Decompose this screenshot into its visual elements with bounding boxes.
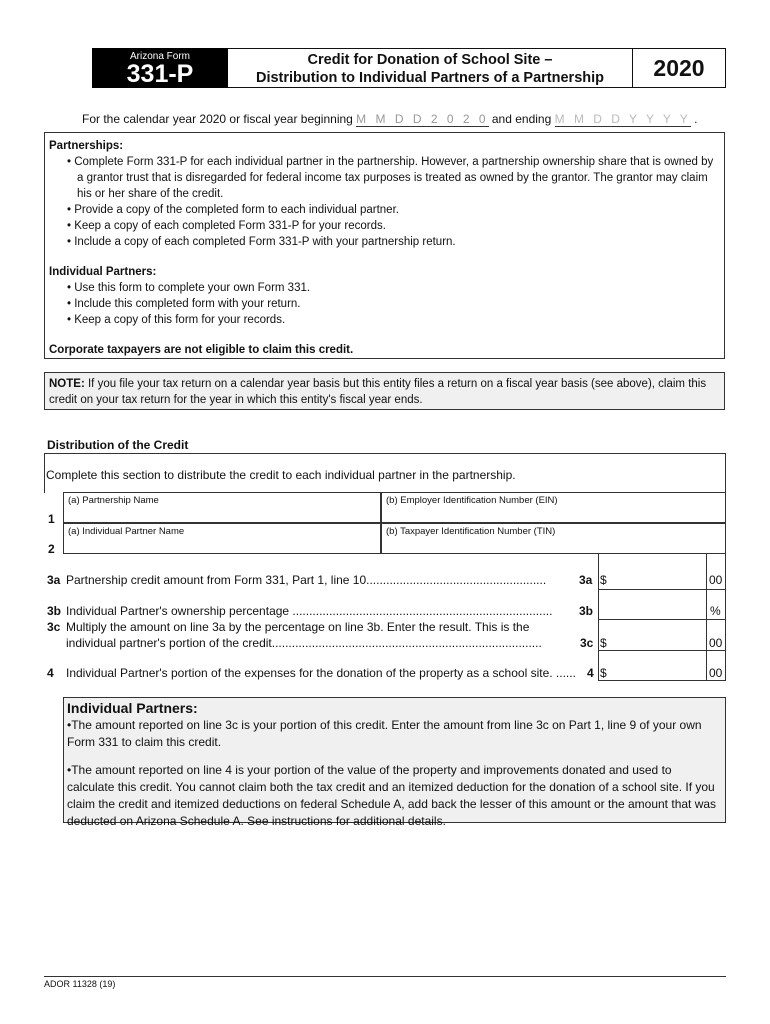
individual-item: • Keep a copy of this form for your records.: [67, 314, 286, 326]
line-3b-number: 3b: [47, 604, 62, 618]
line-3b-label: Individual Partner's ownership percentage ..............................................................................: [66, 604, 553, 618]
dollar-sign: $: [600, 636, 607, 650]
partnerships-heading: Partnerships:: [49, 140, 124, 152]
note-panel: [44, 372, 725, 410]
corporate-note: Corporate taxpayers are not eligible to claim this credit.: [49, 344, 354, 356]
dollar-sign: $: [600, 666, 607, 680]
line-3a-ref: 3a: [579, 573, 593, 587]
individual-box-paragraph: •The amount reported on line 4 is your portion of the value of the property and improvements donated and used to calculate this credit. You cannot claim both the tax credit and an itemized deduction for the donation of a school site. If you claim the credit and itemized deductions on federal Schedule A, add back the lesser of this amount or the amount that was deducted on Arizona Schedule A. See instructions for additional details.: [67, 763, 717, 828]
line-3c-amount-field[interactable]: [612, 621, 702, 649]
line-4-label: Individual Partner's portion of the expenses for the donation of the property as a school site. ......: [66, 666, 576, 680]
note-label: NOTE:: [49, 378, 85, 390]
individual-partners-box: [63, 697, 726, 828]
amount-column-border: [725, 554, 726, 680]
line-4-number: 4: [47, 666, 54, 680]
cents-column-border: [706, 554, 707, 680]
amount-divider: [598, 589, 726, 590]
dollar-sign: $: [600, 573, 607, 587]
distribution-border: [44, 453, 45, 493]
fiscal-year-suffix: .: [694, 112, 698, 126]
amount-divider: [598, 650, 726, 651]
row-number: 1: [48, 512, 55, 526]
partner-name-field[interactable]: (a) Individual Partner Name: [63, 523, 381, 554]
line-3b-ref: 3b: [579, 604, 594, 618]
footer-rule: [44, 976, 726, 977]
note-text: If you file your tax return on a calendar year basis but this entity files a return on a fiscal year basis (see above), claim this credit on your tax return for the year in which this entity's fiscal year ends.: [49, 378, 707, 406]
amount-divider: [598, 680, 726, 681]
title-line-2: Distribution to Individual Partners of a Partnership: [255, 70, 605, 86]
cents-label: 00: [709, 636, 723, 650]
individual-heading: Individual Partners:: [49, 266, 157, 278]
line-4-ref: 4: [587, 666, 594, 680]
row-number: 2: [48, 542, 55, 556]
individual-box-paragraph: •The amount reported on line 3c is your portion of this credit. Enter the amount from line 3c on Part 1, line 9 of your own Form 331 to claim this credit.: [67, 718, 702, 749]
distribution-divider: [44, 453, 726, 454]
instructions-panel: [44, 132, 725, 359]
line-3a-number: 3a: [47, 573, 61, 587]
form-title: [228, 48, 632, 88]
individual-box-heading: Individual Partners:: [67, 700, 198, 716]
form-label: Arizona Form: [129, 51, 190, 62]
distribution-intro: Complete this section to distribute the credit to each individual partner in the partnership.: [46, 468, 516, 482]
partnerships-item: • Provide a copy of the completed form to each individual partner.: [67, 204, 399, 216]
line-3c-ref: 3c: [580, 636, 594, 650]
cents-label: 00: [709, 666, 723, 680]
amount-column-border: [598, 554, 599, 680]
partnership-name-field[interactable]: (a) Partnership Name: [63, 492, 381, 523]
fiscal-year-line: [82, 112, 697, 127]
line-3b-percentage-field[interactable]: [602, 591, 702, 618]
distribution-heading: Distribution of the Credit: [47, 438, 189, 452]
line-3a-label: Partnership credit amount from Form 331, Part 1, line 10......................................................: [66, 573, 547, 587]
percent-label: %: [710, 604, 721, 618]
fiscal-year-middle: and ending: [491, 112, 552, 126]
title-line-1: Credit for Donation of School Site –: [307, 52, 553, 68]
partnerships-item: • Complete Form 331-P for each individual partner in the partnership. However, a partnership ownership share that is owned by a grantor trust that is disregarded for federal income tax purposes is treated as owned by the grantor. The grantor may claim his or her share of the credit.: [67, 156, 714, 200]
form-code: ADOR 11328 (19): [44, 979, 116, 989]
line-3c-label: Multiply the amount on line 3a by the percentage on line 3b. Enter the result. This is the: [66, 620, 530, 634]
line-3c-label-continued: individual partner's portion of the credit.................................................................................: [66, 636, 542, 650]
line-4-amount-field[interactable]: [612, 652, 702, 679]
line-3a-amount-field[interactable]: [602, 556, 702, 588]
tin-field[interactable]: (b) Taxpayer Identification Number (TIN): [381, 523, 726, 554]
form-number-box: [92, 48, 228, 88]
ein-field[interactable]: (b) Employer Identification Number (EIN): [381, 492, 726, 523]
partnerships-item: • Include a copy of each completed Form 331-P with your partnership return.: [67, 236, 456, 248]
amount-divider: [598, 619, 726, 620]
fiscal-end-field[interactable]: M M D D Y Y Y Y: [554, 112, 691, 126]
form-number: 331-P: [126, 60, 194, 88]
fiscal-begin-field[interactable]: M M D D 2 0 2 0: [356, 112, 489, 126]
partnerships-item: • Keep a copy of each completed Form 331-P for your records.: [67, 220, 386, 232]
cents-label: 00: [709, 573, 723, 587]
tax-year: 2020: [632, 48, 726, 88]
individual-item: • Include this completed form with your return.: [67, 298, 301, 310]
line-3c-number: 3c: [47, 620, 61, 634]
individual-item: • Use this form to complete your own Form 331.: [67, 282, 311, 294]
fiscal-year-prefix: For the calendar year 2020 or fiscal year beginning: [82, 112, 353, 126]
